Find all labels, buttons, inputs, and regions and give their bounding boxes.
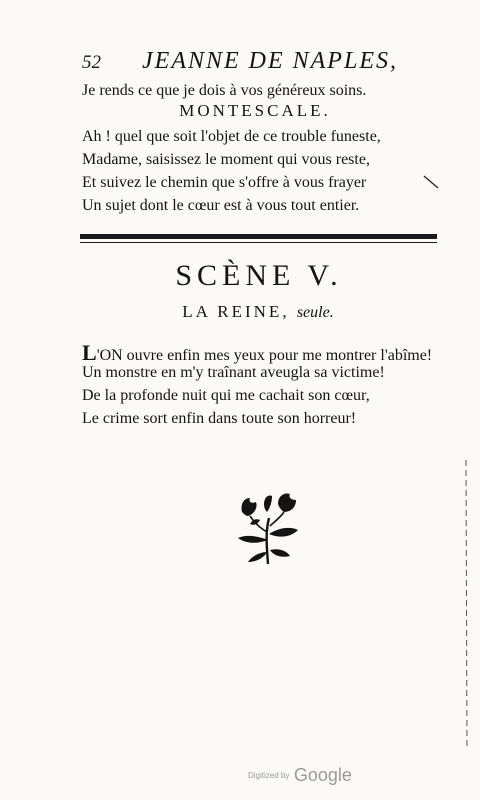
speaker-name: MONTESCALE.: [179, 101, 331, 120]
character-name: LA REINE,: [182, 302, 290, 321]
stray-ink-mark: [422, 174, 442, 190]
monologue-line-3: De la profonde nuit qui me cachait son cœur,: [82, 387, 370, 404]
running-title: JEANNE DE NAPLES,: [142, 48, 398, 74]
monologue-line-1: [82, 340, 432, 366]
speech-line-3: Et suivez le chemin que s'offre à vous frayer: [82, 174, 367, 191]
monologue-line-4: Le crime sort enfin dans toute son horreur!: [82, 410, 357, 427]
watermark-prefix: Digitized by: [248, 771, 290, 780]
speech-line-2: Madame, saisissez le moment qui vous reste,: [82, 151, 370, 168]
page-edge-shadow: [462, 460, 470, 750]
continuation-line: Je rends ce que je dois à vos généreux soins.: [82, 82, 367, 99]
stage-direction: seule.: [296, 304, 334, 321]
speech-line-1: Ah ! quel que soit l'objet de ce trouble funeste,: [82, 128, 381, 145]
scene-character: [0, 302, 480, 322]
speech-line-4: Un sujet dont le cœur est à vous tout entier.: [82, 197, 360, 214]
digitized-watermark: [248, 765, 352, 786]
floral-vignette-icon: [234, 490, 302, 566]
page-number: 52: [82, 52, 101, 73]
watermark-brand: Google: [293, 765, 352, 785]
section-rule: [80, 234, 437, 244]
monologue-line-1-text: 'ON ouvre enfin mes yeux pour me montrer l'abîme!: [96, 347, 433, 364]
page-header: [82, 48, 422, 80]
monologue-line-2: Un monstre en m'y traînant aveugla sa victime!: [82, 364, 385, 381]
scene-title: SCÈNE V.: [175, 259, 343, 292]
drop-cap: L: [82, 340, 97, 365]
